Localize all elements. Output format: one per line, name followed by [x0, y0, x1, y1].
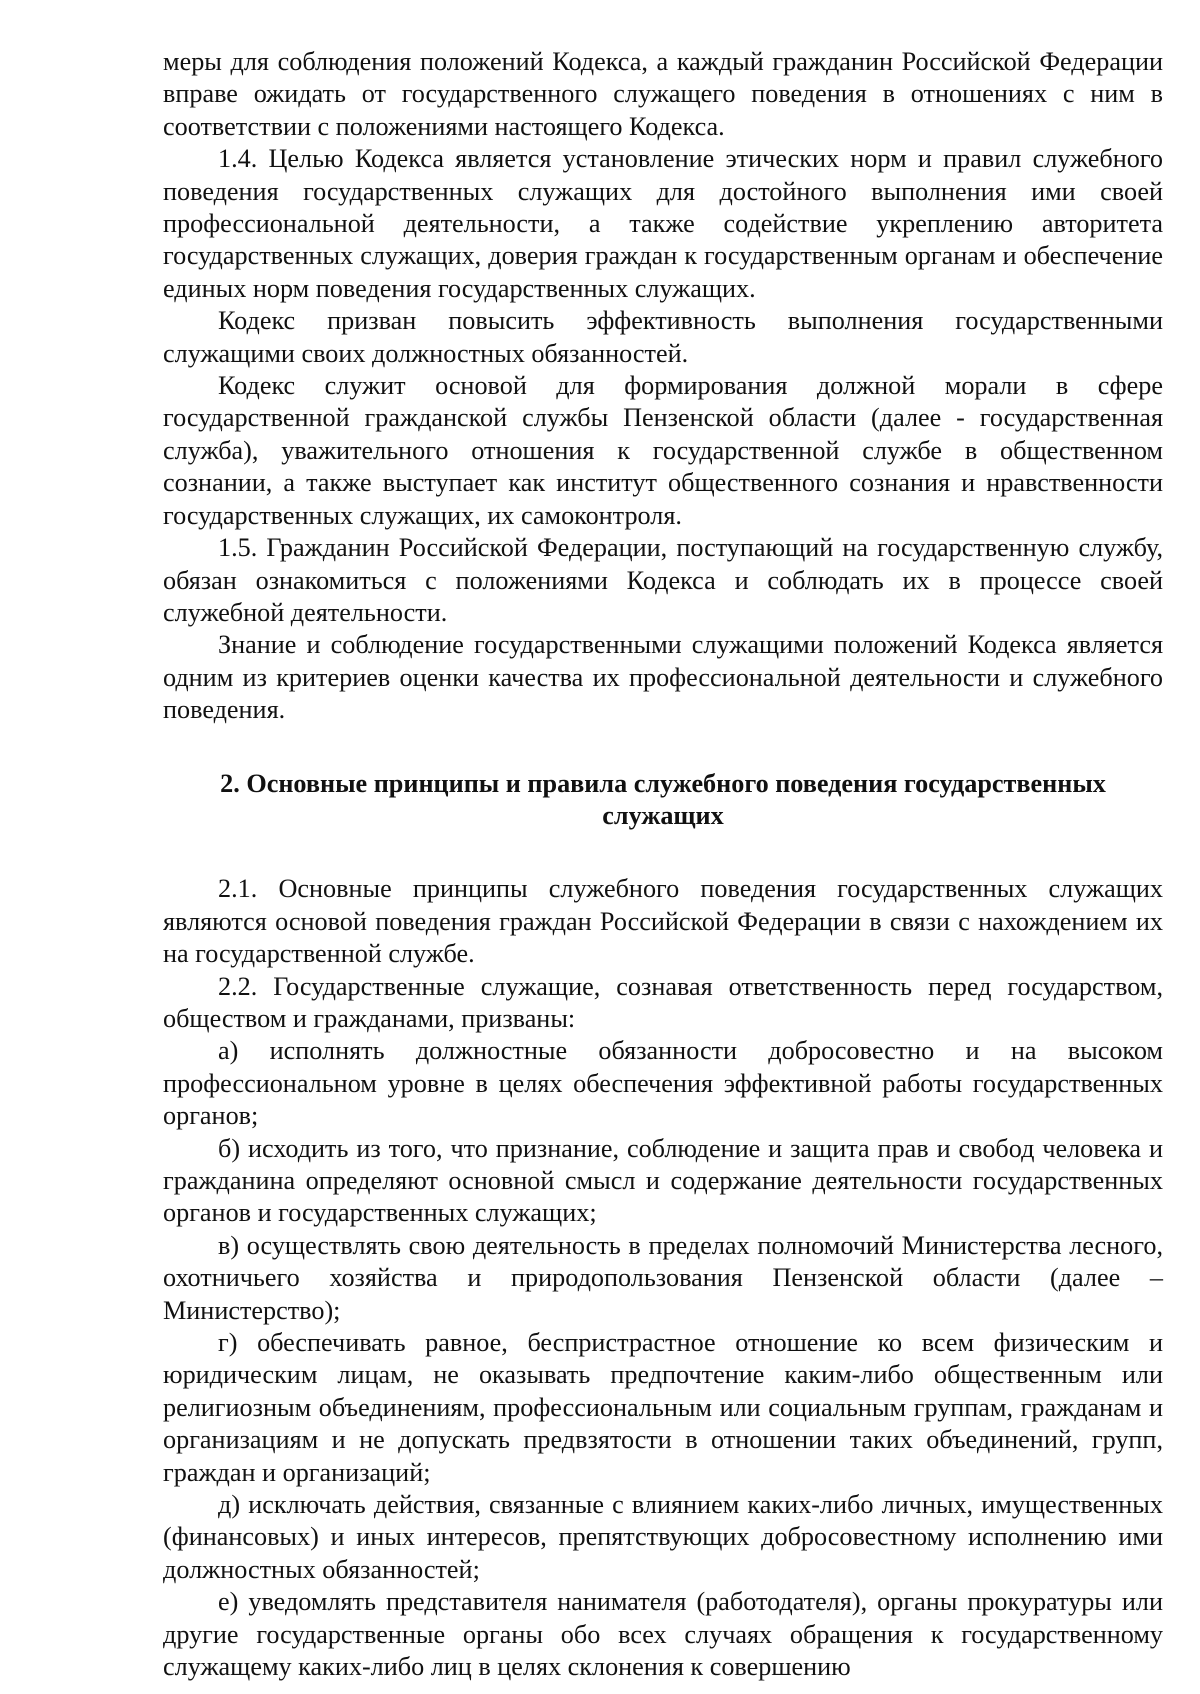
list-item-e: е) уведомлять представителя нанимателя (работодателя), органы прокуратуры или другие государственные органы обо всех случаях обращения к государственному служащему каких-либо лиц в целях склонения к совершению — [163, 1587, 1163, 1682]
paragraph-code-purpose: Кодекс призван повысить эффективность выполнения государственными служащими своих должностных обязанностей. — [163, 306, 1163, 368]
paragraph-intro-continuation: меры для соблюдения положений Кодекса, а каждый гражданин Российской Федерации вправе ожидать от государственного служащего поведения в отношениях с ним в соответствии с положениями настоящего Кодекса. — [163, 47, 1163, 141]
paragraph-2-1: 2.1. Основные принципы служебного поведения государственных служащих являются основой поведения граждан Российской Федерации в связи с нахождением их на государственной службе. — [163, 874, 1163, 969]
paragraph-2-2: 2.2. Государственные служащие, сознавая ответственность перед государством, обществом и гражданами, призваны: — [163, 971, 1163, 1033]
paragraph-1-5: 1.5. Гражданин Российской Федерации, поступающий на государственную службу, обязан ознакомиться с положениями Кодекса и соблюдать их в процессе своей служебной деятельности. — [163, 533, 1163, 627]
list-item-b: б) исходить из того, что признание, соблюдение и защита прав и свобод человека и гражданина определяют основной смысл и содержание деятельности государственных органов и государственных служащих; — [163, 1133, 1163, 1228]
paragraph-code-basis: Кодекс служит основой для формирования должной морали в сфере государственной гражданской службы Пензенской области (далее - государственная служба), уважительного отношения к государственной службе в общественном сознании, а также выступает как институт общественного сознания и нравственности государственных служащих, их самоконтроля. — [163, 371, 1163, 530]
document-page — [163, 46, 1163, 1684]
list-item-g: г) обеспечивать равное, беспристрастное отношение ко всем физическим и юридическим лицам, не оказывать предпочтение каким-либо общественным или религиозным объединениям, профессиональным или социальным группам, гражданам и организациям и не допускать предвзятости в отношении таких объединений, групп, граждан и организаций; — [163, 1328, 1163, 1487]
list-item-a: а) исполнять должностные обязанности добросовестно и на высоком профессиональном уровне в целях обеспечения эффективной работы государственных органов; — [163, 1036, 1163, 1131]
paragraph-1-4: 1.4. Целью Кодекса является установление этических норм и правил служебного поведения государственных служащих для достойного выполнения ими своей профессиональной деятельности, а также содействие укреплению авторитета государственных служащих, доверия граждан к государственным органам и обеспечение единых норм поведения государственных служащих. — [163, 144, 1163, 303]
section-heading: 2. Основные принципы и правила служебного поведения государственных служащих — [220, 768, 1106, 830]
list-item-d: д) исключать действия, связанные с влиянием каких-либо личных, имущественных (финансовых) и иных интересов, препятствующих добросовестному исполнению ими должностных обязанностей; — [163, 1490, 1163, 1584]
paragraph-knowledge: Знание и соблюдение государственными служащими положений Кодекса является одним из критериев оценки качества их профессиональной деятельности и служебного поведения. — [163, 630, 1163, 725]
list-item-v: в) осуществлять свою деятельность в пределах полномочий Министерства лесного, охотничьего хозяйства и природопользования Пензенской области (далее – Министерство); — [163, 1230, 1163, 1325]
